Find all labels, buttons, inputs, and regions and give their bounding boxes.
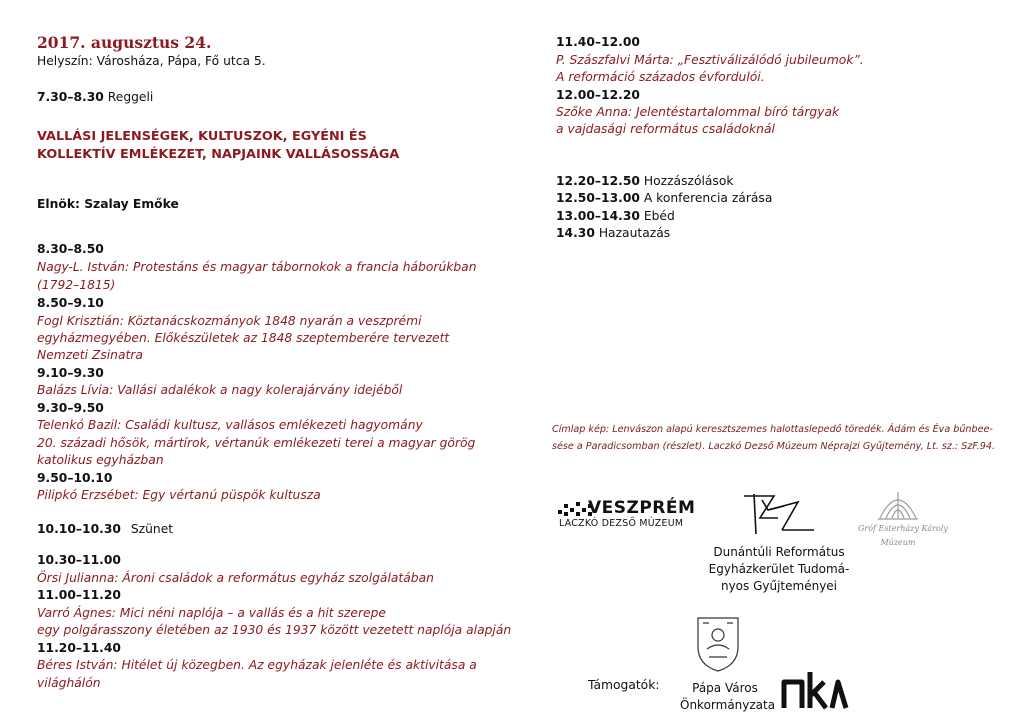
section-title [37, 128, 399, 164]
break-time: 10.10–10.30 [37, 522, 121, 536]
talk-line: Balázs Lívia: Vallási adalékok a nagy kolerajárvány idejéből [37, 383, 403, 397]
time-slot: 11.40–12.00 [556, 35, 640, 49]
papa-coat-of-arms-icon [695, 615, 741, 673]
closing-row [556, 172, 733, 190]
reformatus-line3: nyos Gyűjteményei [720, 579, 838, 593]
supporters-label: Támogatók: [588, 678, 660, 692]
reformatus-line2: Egyházkerület Tudomá- [708, 562, 850, 576]
nka-logo-icon [780, 668, 850, 712]
talk-line: (1792–1815) [37, 278, 116, 292]
papa-label [680, 680, 776, 714]
talk-line: Nagy-L. István: Protestáns és magyar tábornokok a francia háborúkban [37, 260, 477, 274]
talk-line: Pilipkó Erzsébet: Egy vértanú püspök kultusza [37, 488, 321, 502]
breakfast-time: 7.30–8.30 [37, 90, 104, 104]
closing-time: 12.50–13.00 [556, 191, 640, 205]
talk-line: A reformáció százados évfordulói. [556, 70, 765, 84]
talk-line: Varró Ágnes: Mici néni naplója – a vallás és a hit szerepe [37, 606, 386, 620]
talk-line: Telenkó Bazil: Családi kultusz, vallásos emlékezeti hagyomány [37, 418, 423, 432]
time-slot: 10.30–11.00 [37, 553, 121, 567]
talk-line: Szőke Anna: Jelentéstartalommal bíró tárgyak [556, 105, 840, 119]
time-slot: 8.50–9.10 [37, 296, 104, 310]
talk-line: Örsi Julianna: Ároni családok a református egyház szolgálatában [37, 571, 434, 585]
talk-line: Nemzeti Zsinatra [37, 348, 143, 362]
time-slot: 11.00–11.20 [37, 588, 121, 602]
talk-line: világhálón [37, 676, 101, 690]
time-slot: 9.50–10.10 [37, 471, 113, 485]
esterhazy-museum-logo [858, 488, 948, 578]
time-slot: 12.00–12.20 [556, 88, 640, 102]
reformatus-label [704, 544, 854, 595]
closing-label: Hozzászólások [639, 174, 734, 188]
section-title-line1: VALLÁSI JELENSÉGEK, KULTUSZOK, EGYÉNI ÉS [37, 129, 367, 144]
talk-line: katolikus egyházban [37, 453, 164, 467]
time-slot: 9.30–9.50 [37, 401, 104, 415]
closing-label: A konferencia zárása [639, 191, 773, 205]
closing-row [556, 189, 772, 207]
esterhazy-line1: Gróf Esterházy Károly [858, 524, 948, 533]
break-label: Szünet [130, 522, 174, 536]
event-date: 2017. augusztus 24. [37, 33, 212, 52]
breakfast-row [37, 88, 153, 106]
talk-line: egyházmegyében. Előkészületek az 1848 szeptemberére tervezett [37, 331, 450, 345]
talk-line: Béres István: Hitélet új közegben. Az egyházak jelenléte és aktivitása a [37, 658, 477, 672]
talk-line: Fogl Krisztián: Köztanácskozmányok 1848 nyarán a veszprémi [37, 314, 422, 328]
talk-line: a vajdasági református családoknál [556, 122, 775, 136]
reformatus-line1: Dunántúli Református [713, 545, 845, 559]
veszprem-title: VESZPRÉM [588, 498, 696, 518]
closing-label: Ebéd [639, 209, 675, 223]
closing-time: 12.20–12.50 [556, 174, 640, 188]
papa-line2: Önkormányzata [680, 698, 776, 712]
break-row [37, 520, 173, 538]
talk-line: 20. századi hősök, mártírok, vértanúk emlékezeti terei a magyar görög [37, 436, 476, 450]
chair: Elnök: Szalay Emőke [37, 197, 179, 211]
veszprem-subtitle: LACZKÓ DEZSŐ MÚZEUM [559, 518, 684, 529]
esterhazy-line2: Múzeum [880, 538, 916, 547]
cover-caption-line2: sése a Paradicsomban (részlet). Laczkó Dezső Múzeum Néprajzi Gyűjtemény, Lt. sz.: SzF.94. [552, 441, 996, 452]
cover-caption [552, 421, 996, 455]
closing-time: 14.30 [556, 226, 595, 240]
papa-line1: Pápa Város [692, 681, 758, 695]
talk-line: egy polgárasszony életében az 1930 és 1937 között vezetett naplója alapján [37, 623, 512, 637]
nka-logo [780, 668, 850, 712]
closing-row [556, 224, 670, 242]
time-slot: 8.30–8.50 [37, 242, 104, 256]
closing-row [556, 207, 675, 225]
cover-caption-line1: Címlap kép: Lenvászon alapú keresztszemes halottaslepedő töredék. Ádám és Éva bűnbee- [552, 424, 993, 435]
event-location: Helyszín: Városháza, Pápa, Fő utca 5. [37, 54, 266, 68]
time-slot: 9.10–9.30 [37, 366, 104, 380]
section-title-line2: KOLLEKTÍV EMLÉKEZET, NAPJAINK VALLÁSOSSÁGA [37, 147, 400, 162]
veszprem-museum-logo [556, 498, 696, 534]
closing-time: 13.00–14.30 [556, 209, 640, 223]
time-slot: 11.20–11.40 [37, 641, 121, 655]
esterhazy-crest-icon [876, 488, 920, 522]
closing-label: Hazautazás [594, 226, 671, 240]
breakfast-label: Reggeli [107, 90, 154, 104]
reformatus-emblem-icon [738, 490, 820, 542]
talk-line: P. Szászfalvi Márta: „Fesztiválizálódó jubileumok”. [556, 53, 864, 67]
